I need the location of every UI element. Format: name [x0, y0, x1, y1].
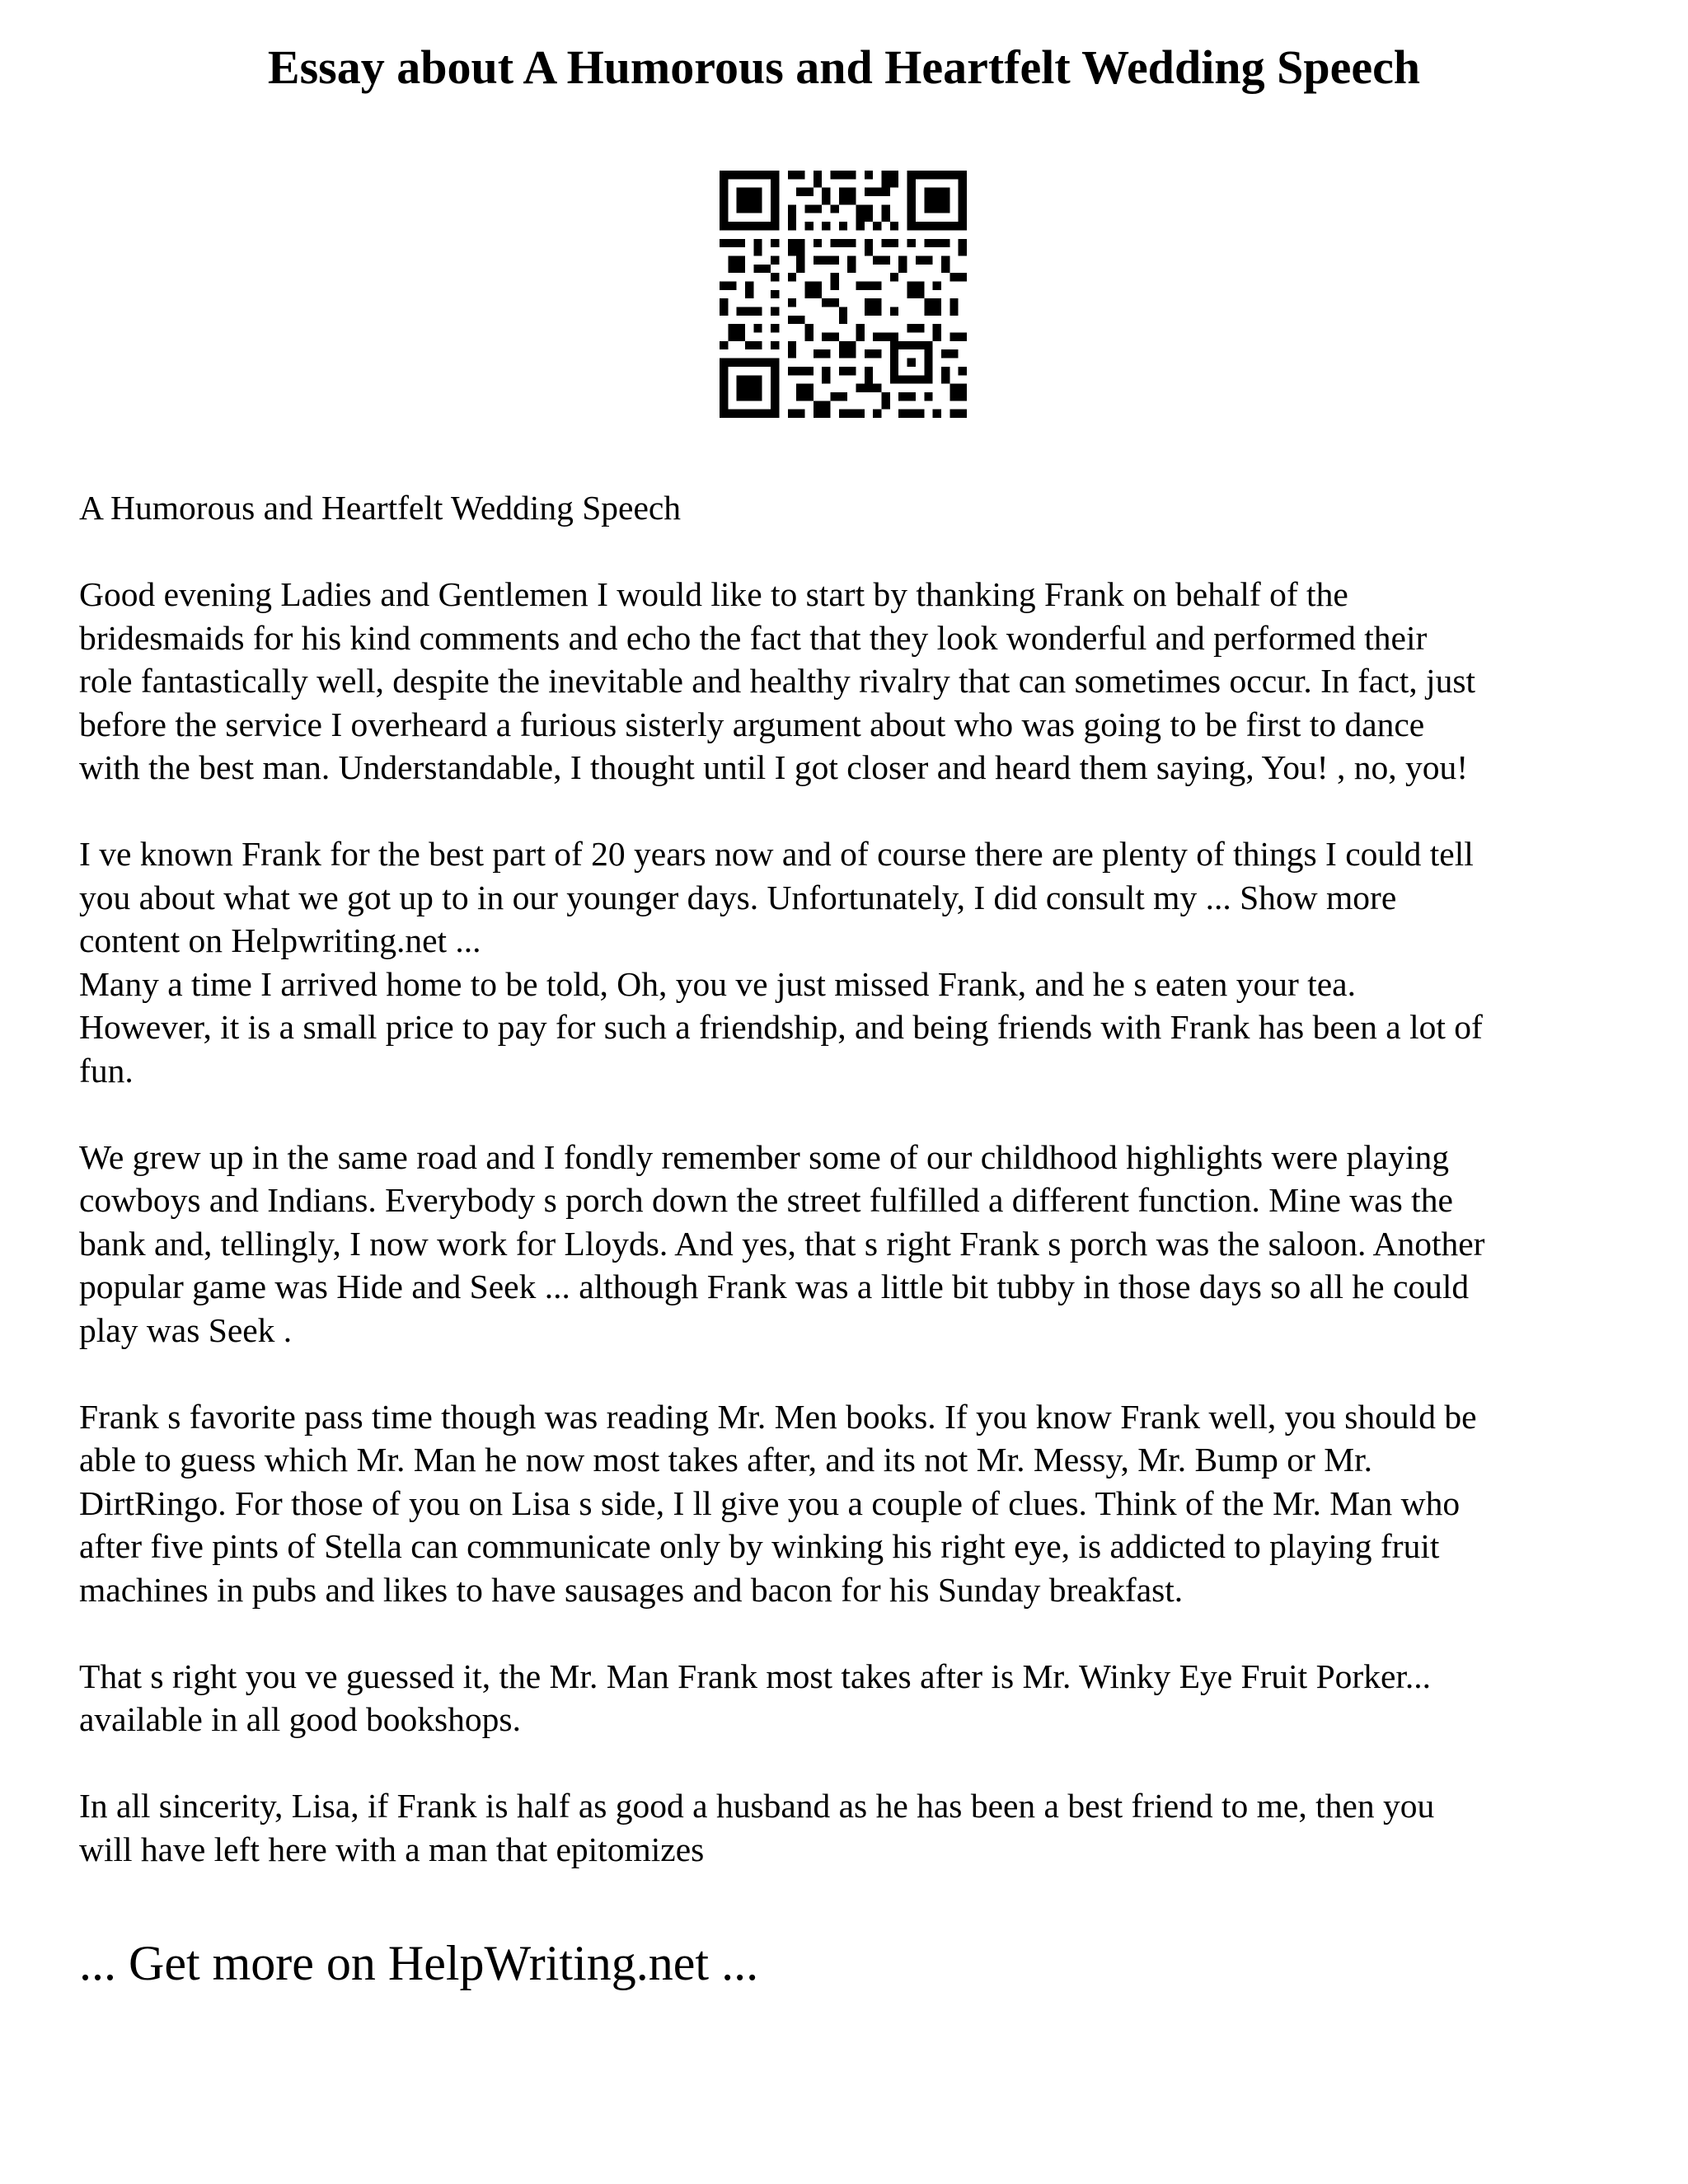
essay-paragraph: I ve known Frank for the best part of 20 years now and of course there are plenty of things I could tell you about what we got up to in our younger days. Unfortunately, I did consult my ... Show more content on Helpwriting.net ... [79, 835, 1474, 959]
qr-code-icon [720, 171, 967, 418]
document-title: Essay about A Humorous and Heartfelt Wedding Speech [267, 40, 1421, 94]
essay-paragraph: Frank s favorite pass time though was reading Mr. Men books. If you know Frank well, you should be able to guess which Mr. Man he now most takes after, and its not Mr. Messy, Mr. Bump or Mr. DirtRingo. For those of you on Lisa s side, I ll give you a couple of clues. Think of the Mr. Man who after five pints of Stella can communicate only by winking his right eye, is addicted to playing fruit machines in pubs and likes to have sausages and bacon for his Sunday breakfast. [79, 1397, 1477, 1609]
essay-paragraph: Good evening Ladies and Gentlemen I would like to start by thanking Frank on behalf of the bridesmaids for his kind comments and echo the fact that they look wonderful and performed their role fantastically well, despite the inevitable and healthy rivalry that can sometimes occur. In fact, just before the service I overheard a furious sisterly argument about who was going to be first to dance with the best man. Understandable, I thought until I got closer and heard them saying, You! , no, you! [79, 575, 1476, 786]
essay-subtitle: A Humorous and Heartfelt Wedding Speech [79, 489, 682, 527]
essay-paragraph: We grew up in the same road and I fondly remember some of our childhood highlights were playing cowboys and Indians. Everybody s porch down the street fulfilled a different function. Mine was the bank and, tellingly, I now work for Lloyds. And yes, that s right Frank s porch was the saloon. Another popular game was Hide and Seek ... although Frank was a little bit tubby in those days so all he could play was Seek . [79, 1137, 1485, 1349]
essay-paragraph: In all sincerity, Lisa, if Frank is half as good a husband as he has been a best friend to me, then you will have left here with a man that epitomizes [79, 1787, 1435, 1868]
get-more-link[interactable]: ... Get more on HelpWriting.net ... [79, 1936, 759, 1990]
essay-paragraph: Many a time I arrived home to be told, Oh, you ve just missed Frank, and he s eaten your tea. However, it is a small price to pay for such a friendship, and being friends with Frank has been a lot of fun. [79, 964, 1483, 1090]
essay-body [79, 486, 1629, 1915]
essay-paragraph: That s right you ve guessed it, the Mr. Man Frank most takes after is Mr. Winky Eye Fruit Porker... available in all good bookshops. [79, 1657, 1432, 1738]
qr-code-graphic [720, 171, 967, 418]
